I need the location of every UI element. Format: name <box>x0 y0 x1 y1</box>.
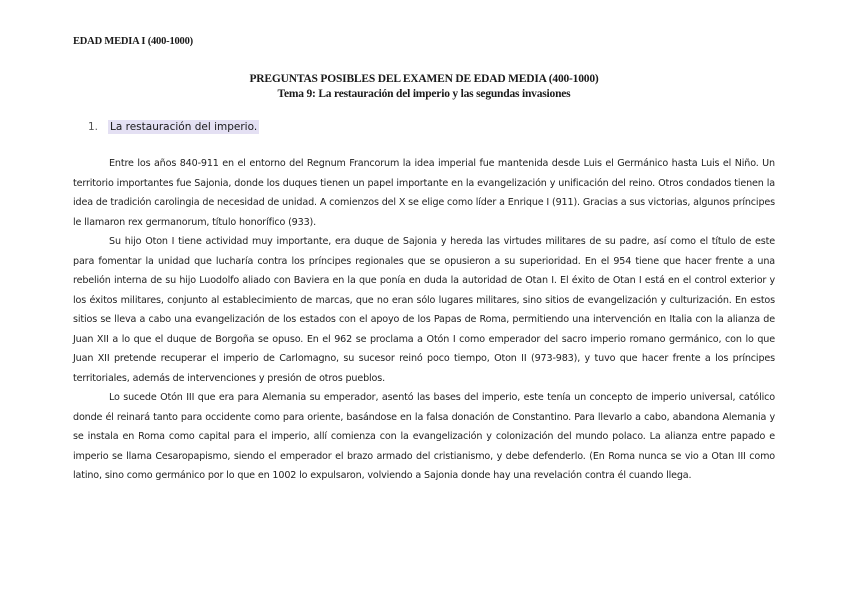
section-heading <box>88 120 259 134</box>
paragraph: Su hijo Oton I tiene actividad muy importante, era duque de Sajonia y hereda las virtudes militares de su padre, así como el título de este para fomentar la unidad que lucharía contra los príncipes regionales que se opusieron a su superioridad. En el 954 tiene que hacer frente a una rebelión interna de su hijo Luodolfo aliado con Baviera en la que ponía en duda la autoridad de Otan I. El éxito de Otan I está en el control exterior y los éxitos militares, conjunto al establecimiento de marcas, que no eran sólo lugares militares, sino sitios de evangelización y culturización. En estos sitios se lleva a cabo una evangelización de los estados con el apoyo de los Papas de Roma, permitiendo una intervención en Italia con la alianza de Juan XII a lo que el duque de Borgoña se opuso. En el 962 se proclama a Otón I como emperador del sacro imperio romano germánico, con lo que Juan XII pretende recuperar el imperio de Carlomagno, su sucesor reinó poco tiempo, Oton II (973-983), y tuvo que hacer frente a los príncipes territoriales, además de intervenciones y presión de otros pueblos. <box>73 236 775 384</box>
section-number: 1. <box>88 121 99 133</box>
title-block <box>0 72 848 102</box>
body-text <box>73 154 775 486</box>
paragraph: Lo sucede Otón III que era para Alemania su emperador, asentó las bases del imperio, este tenía un concepto de imperio universal, católico donde él reinará tanto para occidente como para oriente, basándose en la falsa donación de Constantino. Para llevarlo a cabo, abandona Alemania y se instala en Roma como capital para el imperio, allí comienza con la evangelización y colonización del mundo polaco. La alianza entre papado e imperio se llama Cesaropapismo, siendo el emperador el brazo armado del cristianismo, y debe defenderlo. (En Roma nunca se vio a Otan III como latino, sino como germánico por lo que en 1002 lo expulsaron, volviendo a Sajonia donde hay una revelación contra él cuando llega. <box>73 392 775 481</box>
topic-subtitle: Tema 9: La restauración del imperio y las segundas invasiones <box>277 88 571 100</box>
section-label: La restauración del imperio. <box>110 121 258 133</box>
paragraph: Entre los años 840-911 en el entorno del Regnum Francorum la idea imperial fue mantenida desde Luis el Germánico hasta Luis el Niño. Un territorio importantes fue Sajonia, donde los duques tienen un papel importante en la evangelización y unificación del reino. Otros condados tienen la idea de tradición carolingia de necesidad de unidad. A comienzos del X se elige como líder a Enrique I (911). Gracias a sus victorias, algunos príncipes le llamaron rex germanorum, título honorífico (933). <box>73 158 775 228</box>
exam-title: PREGUNTAS POSIBLES DEL EXAMEN DE EDAD MEDIA (400-1000) <box>249 73 599 85</box>
course-header: EDAD MEDIA I (400-1000) <box>73 36 193 47</box>
